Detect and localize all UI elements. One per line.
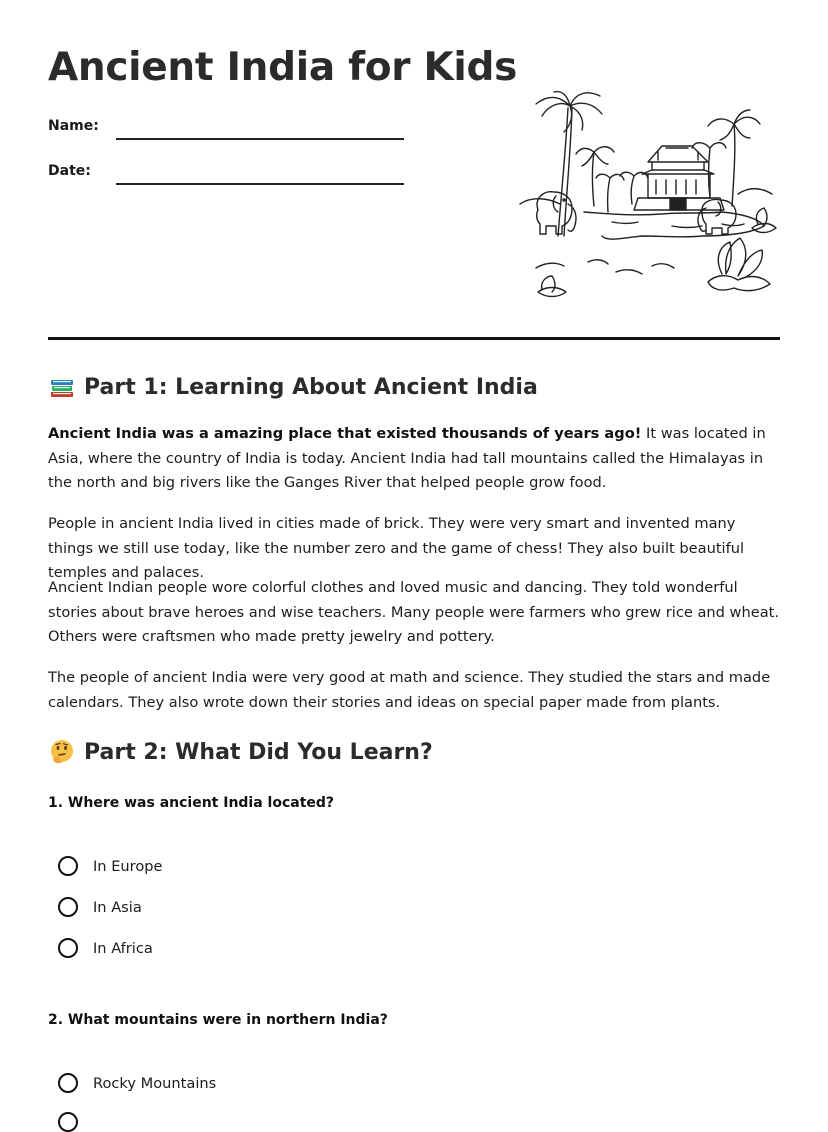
- section-divider: [48, 337, 780, 340]
- option-label: In Europe: [93, 857, 163, 875]
- radio-button[interactable]: [58, 897, 78, 917]
- date-label: Date:: [48, 163, 91, 179]
- thinking-face-icon: [48, 738, 76, 766]
- paragraph-2: People in ancient India lived in cities made of brick. They were very smart and invented many things we still use today, like the number zero and the game of chess! They also built beautiful temples and palaces.: [48, 515, 745, 582]
- q1-option-europe[interactable]: [58, 856, 163, 876]
- paragraph-1: [48, 422, 784, 496]
- part2-heading-text: Part 2: What Did You Learn?: [84, 739, 433, 765]
- name-field[interactable]: [116, 138, 404, 140]
- radio-button[interactable]: [58, 938, 78, 958]
- radio-button[interactable]: [58, 1112, 78, 1132]
- q2-option-partial[interactable]: [58, 1112, 93, 1132]
- ancient-india-scene-illustration: [512, 86, 780, 308]
- question-1: 1. Where was ancient India located?: [48, 795, 335, 811]
- q1-option-africa[interactable]: [58, 938, 153, 958]
- date-field[interactable]: [116, 183, 404, 185]
- paragraph-1-rest: It was located in Asia, where the country of India is today. Ancient India had tall mountains called the Himalayas in the north and big rivers like the Ganges River that helped people grow food.: [48, 425, 766, 492]
- paragraph-1-lead: Ancient India was a amazing place that existed thousands of years ago!: [48, 425, 642, 442]
- option-label: Rocky Mountains: [93, 1074, 217, 1092]
- option-label: In Africa: [93, 939, 153, 957]
- q1-option-asia[interactable]: [58, 897, 142, 917]
- option-label: In Asia: [93, 898, 142, 916]
- radio-button[interactable]: [58, 1073, 78, 1093]
- part1-heading: [48, 373, 538, 401]
- name-label: Name:: [48, 118, 99, 134]
- q2-option-rocky-mountains[interactable]: [58, 1073, 216, 1093]
- books-icon: [48, 373, 76, 401]
- radio-button[interactable]: [58, 856, 78, 876]
- part2-heading: [48, 738, 433, 766]
- paragraph-3: Ancient Indian people wore colorful clothes and loved music and dancing. They told wonderful stories about brave heroes and wise teachers. Many people were farmers who grew rice and wheat. Others were craftsmen who made pretty jewelry and pottery.: [48, 579, 780, 646]
- question-2: 2. What mountains were in northern India?: [48, 1012, 388, 1028]
- paragraph-4: The people of ancient India were very good at math and science. They studied the stars and made calendars. They also wrote down their stories and ideas on special paper made from plants.: [48, 669, 771, 711]
- part1-heading-text: Part 1: Learning About Ancient India: [84, 374, 538, 400]
- worksheet-title: Ancient India for Kids: [48, 45, 518, 90]
